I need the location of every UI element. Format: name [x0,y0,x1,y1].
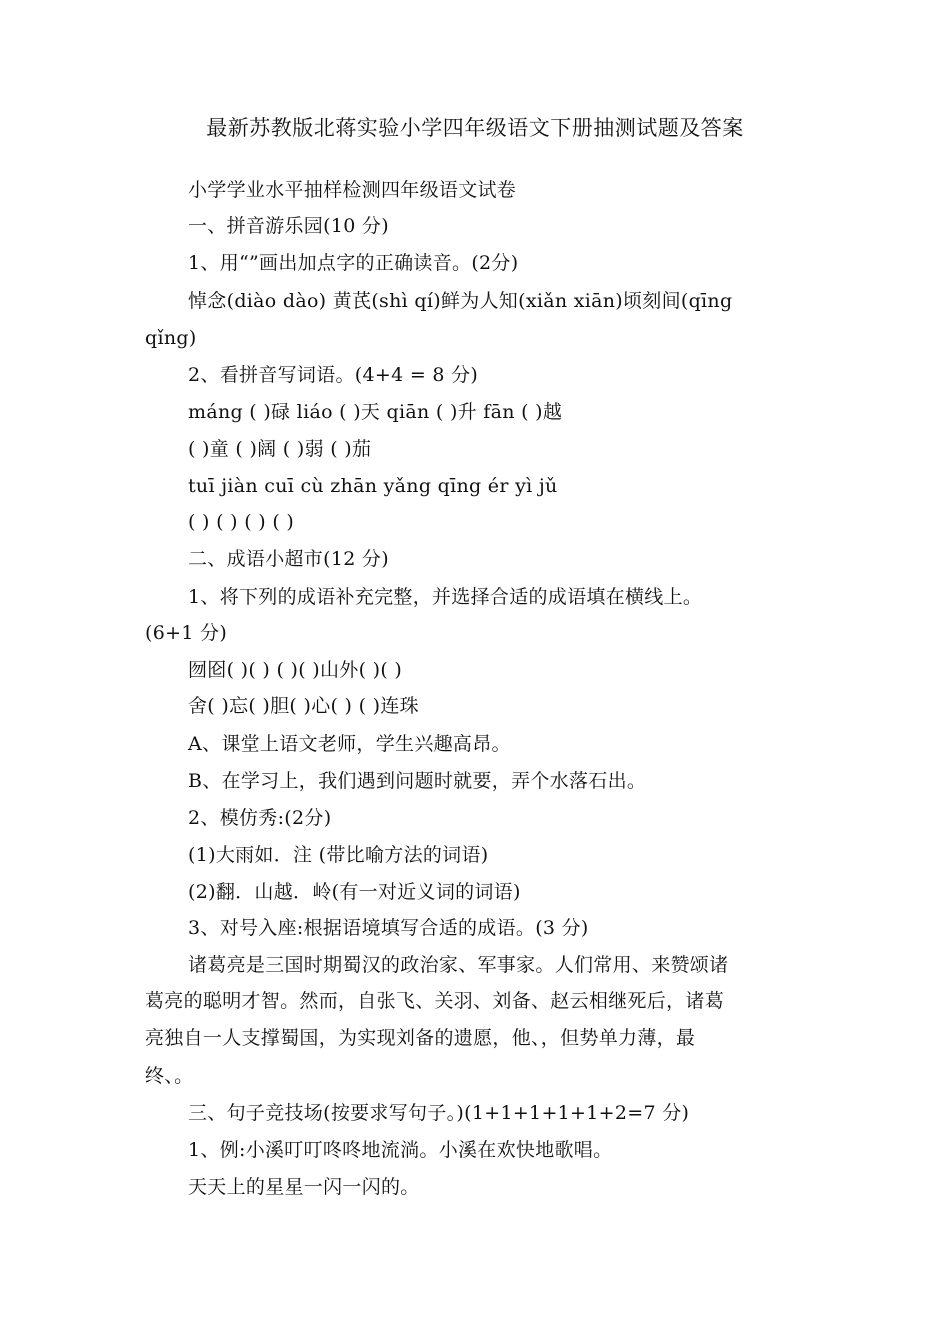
question-line: 2、模仿秀:(2分) [188,807,332,829]
question-line: 1、例:小溪叮叮咚咚地流淌。小溪在欢快地歌唱。 [188,1139,613,1161]
question-line: ( )童 ( )阔 ( )弱 ( )茄 [188,438,372,460]
paragraph-line: 终、。 [145,1065,194,1087]
question-line: tuī jiàn cuī cù zhān yǎng qīng ér yì jǔ [188,475,558,497]
question-line: 天天上的星星一闪一闪的。 [188,1176,420,1198]
paragraph-line: 亮独自一人支撑蜀国，为实现刘备的遗愿，他、，但势单力薄，最 [145,1027,696,1049]
question-line: 1、将下列的成语补充完整，并选择合适的成语填在横线上。 [188,586,703,608]
question-line: 1、用“”画出加点字的正确读音。(2分) [188,252,519,274]
question-line: (6+1 分) [145,622,228,644]
question-line: 悼念(diào dào) 黄芪(shì qí)鲜为人知(xiǎn xiān)顷刻间(qīng [188,290,733,312]
document-title: 最新苏教版北蒋实验小学四年级语文下册抽测试题及答案 [206,116,744,140]
section-heading: 二、成语小超市(12 分) [188,548,389,570]
question-line: B、在学习上，我们遇到问题时就要，弄个水落石出。 [188,770,647,792]
question-line: máng ( )碌 liáo ( )天 qiān ( )升 fān ( )越 [188,401,563,423]
question-line: (2)翻．山越．岭(有一对近义词的词语) [188,881,521,903]
question-line: A、课堂上语文老师，学生兴趣高昂。 [188,733,511,755]
question-line: ( ) ( ) ( ) ( ) [188,511,295,533]
section-heading: 一、拼音游乐园(10 分) [188,215,389,237]
question-line: 3、对号入座:根据语境填写合适的成语。(3 分) [188,917,589,939]
question-line: 2、看拼音写词语。(4+4 = 8 分) [188,364,479,386]
section-heading: 三、句子竞技场(按要求写句子。)(1+1+1+1+1+2=7 分) [188,1102,690,1124]
paragraph-line: 葛亮的聪明才智。然而，自张飞、关羽、刘备、赵云相继死后，诸葛 [145,990,725,1012]
paragraph-line: 诸葛亮是三国时期蜀汉的政治家、军事家。人们常用、来赞颂诸 [188,954,729,976]
question-line: 舍( )忘( )胆( )心( ) ( )连珠 [188,695,419,717]
question-line: qǐng) [145,327,197,349]
question-line: (1)大雨如．注 (带比喻方法的词语) [188,844,489,866]
question-line: 囫囵( )( ) ( )( )山外( )( ) [188,659,403,681]
exam-subtitle: 小学学业水平抽样检测四年级语文试卷 [188,179,517,201]
